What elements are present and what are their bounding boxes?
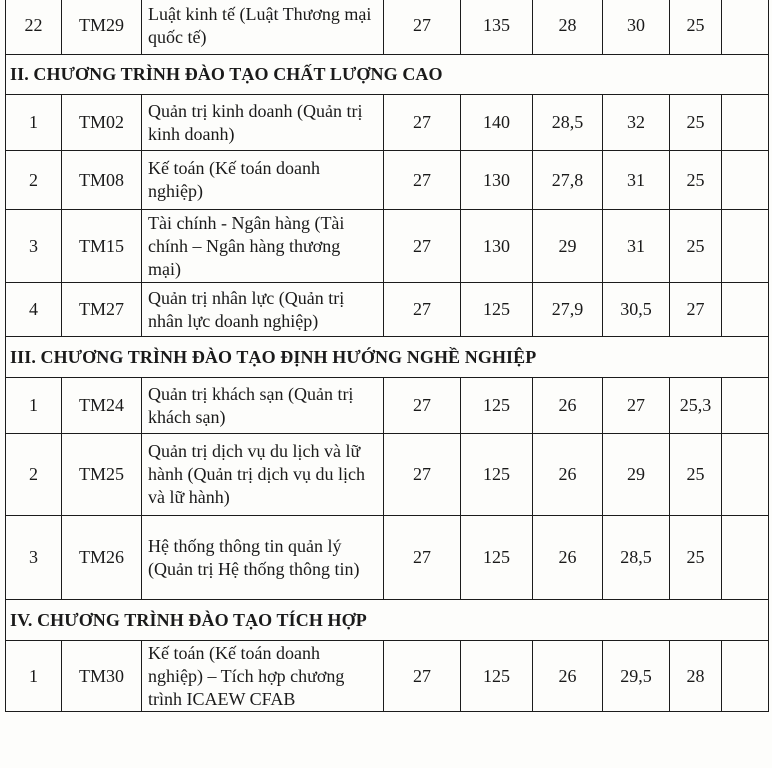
value-cell: 30 [603,0,670,55]
table-row [6,378,769,434]
value-cell: 28 [533,0,603,55]
value-cell: 30,5 [603,283,670,337]
value-cell: 125 [461,641,533,712]
section-header-row [6,600,769,641]
value-cell: 27,8 [533,151,603,210]
value-cell: 27 [384,0,461,55]
table-row [6,283,769,337]
program-code: TM27 [62,283,142,337]
admissions-table [5,0,769,712]
row-number: 2 [6,151,62,210]
empty-cell [722,641,769,712]
value-cell: 130 [461,210,533,283]
empty-cell [722,283,769,337]
value-cell: 26 [533,378,603,434]
section-header-row [6,337,769,378]
table-row [6,516,769,600]
table-row [6,95,769,151]
value-cell: 28,5 [603,516,670,600]
program-name: Hệ thống thông tin quản lý (Quản trị Hệ thống thông tin) [142,516,384,600]
table-row [6,434,769,516]
value-cell: 25 [670,210,722,283]
value-cell: 27 [384,95,461,151]
empty-cell [722,151,769,210]
row-number: 4 [6,283,62,337]
program-code: TM15 [62,210,142,283]
value-cell: 125 [461,378,533,434]
program-name: Tài chính - Ngân hàng (Tài chính – Ngân hàng thương mại) [142,210,384,283]
section-header-row [6,55,769,95]
table-row [6,0,769,55]
value-cell: 31 [603,151,670,210]
empty-cell [722,434,769,516]
section-title: II. CHƯƠNG TRÌNH ĐÀO TẠO CHẤT LƯỢNG CAO [6,55,769,95]
value-cell: 125 [461,516,533,600]
table-row [6,151,769,210]
value-cell: 29,5 [603,641,670,712]
section-title: IV. CHƯƠNG TRÌNH ĐÀO TẠO TÍCH HỢP [6,600,769,641]
program-name: Quản trị nhân lực (Quản trị nhân lực doanh nghiệp) [142,283,384,337]
value-cell: 31 [603,210,670,283]
row-number: 2 [6,434,62,516]
value-cell: 140 [461,95,533,151]
program-name: Quản trị kinh doanh (Quản trị kinh doanh) [142,95,384,151]
value-cell: 130 [461,151,533,210]
value-cell: 27,9 [533,283,603,337]
program-code: TM26 [62,516,142,600]
program-code: TM25 [62,434,142,516]
value-cell: 125 [461,283,533,337]
value-cell: 135 [461,0,533,55]
value-cell: 26 [533,434,603,516]
value-cell: 25 [670,434,722,516]
program-name: Luật kinh tế (Luật Thương mại quốc tế) [142,0,384,55]
program-code: TM29 [62,0,142,55]
table-row [6,210,769,283]
row-number: 3 [6,516,62,600]
row-number: 22 [6,0,62,55]
value-cell: 125 [461,434,533,516]
program-name: Kế toán (Kế toán doanh nghiệp) – Tích hợp chương trình ICAEW CFAB [142,641,384,712]
value-cell: 25 [670,95,722,151]
value-cell: 26 [533,516,603,600]
empty-cell [722,378,769,434]
program-name: Quản trị dịch vụ du lịch và lữ hành (Quản trị dịch vụ du lịch và lữ hành) [142,434,384,516]
table-body [6,0,769,712]
empty-cell [722,95,769,151]
value-cell: 32 [603,95,670,151]
program-code: TM02 [62,95,142,151]
empty-cell [722,516,769,600]
section-title: III. CHƯƠNG TRÌNH ĐÀO TẠO ĐỊNH HƯỚNG NGHỀ NGHIỆP [6,337,769,378]
value-cell: 25 [670,516,722,600]
table-row [6,641,769,712]
row-number: 1 [6,95,62,151]
value-cell: 25 [670,151,722,210]
row-number: 1 [6,641,62,712]
program-name: Quản trị khách sạn (Quản trị khách sạn) [142,378,384,434]
value-cell: 27 [384,210,461,283]
program-code: TM24 [62,378,142,434]
program-name: Kế toán (Kế toán doanh nghiệp) [142,151,384,210]
value-cell: 29 [533,210,603,283]
value-cell: 27 [384,434,461,516]
row-number: 1 [6,378,62,434]
value-cell: 28,5 [533,95,603,151]
program-code: TM08 [62,151,142,210]
value-cell: 25,3 [670,378,722,434]
value-cell: 27 [384,641,461,712]
empty-cell [722,210,769,283]
empty-cell [722,0,769,55]
value-cell: 29 [603,434,670,516]
value-cell: 25 [670,0,722,55]
value-cell: 27 [384,378,461,434]
value-cell: 27 [384,151,461,210]
program-code: TM30 [62,641,142,712]
value-cell: 26 [533,641,603,712]
row-number: 3 [6,210,62,283]
value-cell: 28 [670,641,722,712]
value-cell: 27 [384,516,461,600]
value-cell: 27 [384,283,461,337]
value-cell: 27 [603,378,670,434]
value-cell: 27 [670,283,722,337]
